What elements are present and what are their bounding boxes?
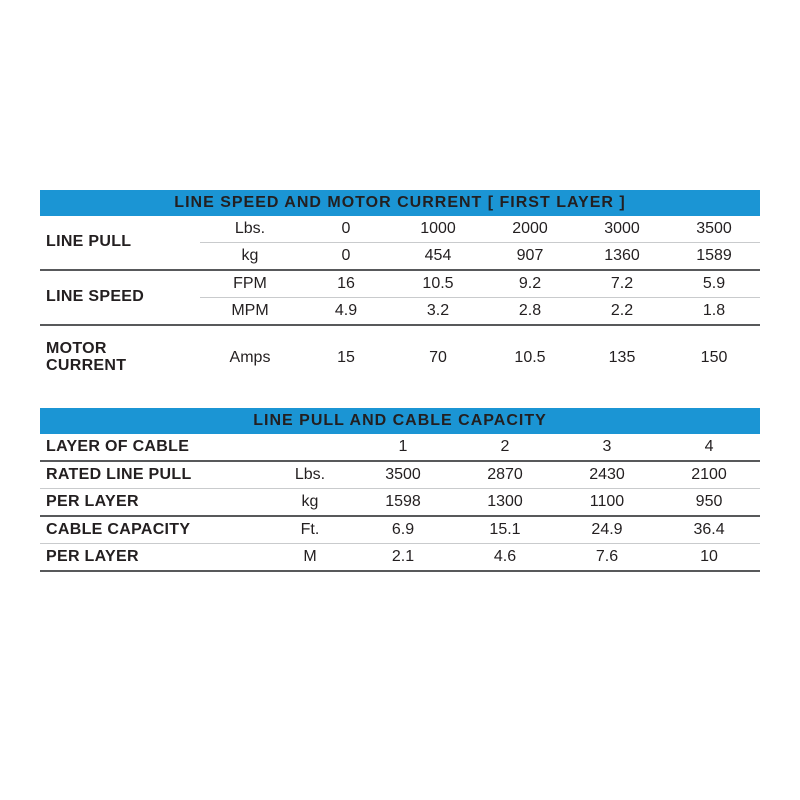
table-row [40,461,760,489]
cell-value: 6.9 [352,516,454,544]
table-row [40,325,760,390]
cell-value: 1589 [668,243,760,271]
cell-value: 3.2 [392,298,484,326]
cell-value: 2.2 [576,298,668,326]
cell-value: 135 [608,349,636,366]
cell-value: 2000 [484,216,576,243]
cell-value: 9.2 [484,270,576,298]
row-label-rated-line-pull: RATED LINE PULL [40,461,268,489]
cell-value: 10.5 [392,270,484,298]
cell-value: 7.6 [556,544,658,572]
cell-value: 3500 [668,216,760,243]
cell-value: 24.9 [556,516,658,544]
row-label-line-pull: LINE PULL [40,216,200,270]
row-label-cable-capacity: CABLE CAPACITY [40,516,268,544]
cell-value: 1 [352,434,454,461]
row-unit: M [268,544,352,572]
row-label-line-speed: LINE SPEED [40,270,200,325]
row-unit: Lbs. [268,461,352,489]
cell-value: 454 [392,243,484,271]
row-label-per-layer-2: PER LAYER [40,544,268,572]
row-unit: Lbs. [200,216,300,243]
row-unit: Ft. [268,516,352,544]
cell-value: 3500 [352,461,454,489]
row-label-motor-current-line2: CURRENT [46,357,127,374]
table-row [40,270,760,298]
line-speed-motor-current-table [40,190,760,390]
table-2-title: LINE PULL AND CABLE CAPACITY [40,408,760,434]
row-label-motor-current-line1: MOTOR [46,340,107,358]
row-unit [268,434,352,461]
row-unit: Amps [229,349,271,366]
cell-value: 70 [429,349,447,366]
cell-value: 16 [300,270,392,298]
cell-value: 7.2 [576,270,668,298]
cell-value: 2.1 [352,544,454,572]
cell-value: 907 [484,243,576,271]
cell-value: 3000 [576,216,668,243]
table-1-title-row [40,190,760,216]
cell-value: 36.4 [658,516,760,544]
cell-value: 15.1 [454,516,556,544]
cell-value: 1598 [352,489,454,517]
table-row [40,544,760,572]
cell-value: 0 [300,243,392,271]
cell-value: 2870 [454,461,556,489]
cell-value: 10 [658,544,760,572]
cell-value: 4.9 [300,298,392,326]
cell-value: 150 [700,349,728,366]
row-unit: kg [200,243,300,271]
table-row [40,516,760,544]
cell-value: 2430 [556,461,658,489]
table-1-title: LINE SPEED AND MOTOR CURRENT [ FIRST LAYER ] [40,190,760,216]
cell-value: 0 [300,216,392,243]
cell-value: 4 [658,434,760,461]
cell-value: 4.6 [454,544,556,572]
cell-value: 2.8 [484,298,576,326]
cell-value: 1100 [556,489,658,517]
table-row [40,489,760,517]
row-unit: FPM [200,270,300,298]
line-pull-cable-capacity-table [40,408,760,572]
table-2-title-row [40,408,760,434]
cell-value: 1360 [576,243,668,271]
spec-tables-container [40,190,760,572]
row-label-motor-current [40,325,200,390]
cell-value: 2 [454,434,556,461]
cell-value: 10.5 [514,349,546,366]
cell-value: 15 [337,349,355,366]
row-unit: kg [268,489,352,517]
row-label-per-layer: PER LAYER [40,489,268,517]
cell-value: 1.8 [668,298,760,326]
cell-value: 1300 [454,489,556,517]
cell-value: 1000 [392,216,484,243]
table-row [40,216,760,243]
table-spacer [40,390,760,408]
cell-value: 3 [556,434,658,461]
row-unit: MPM [200,298,300,326]
cell-value: 5.9 [668,270,760,298]
table-row [40,434,760,461]
cell-value: 950 [658,489,760,517]
row-label-layer-of-cable: LAYER OF CABLE [40,434,268,461]
cell-value: 2100 [658,461,760,489]
